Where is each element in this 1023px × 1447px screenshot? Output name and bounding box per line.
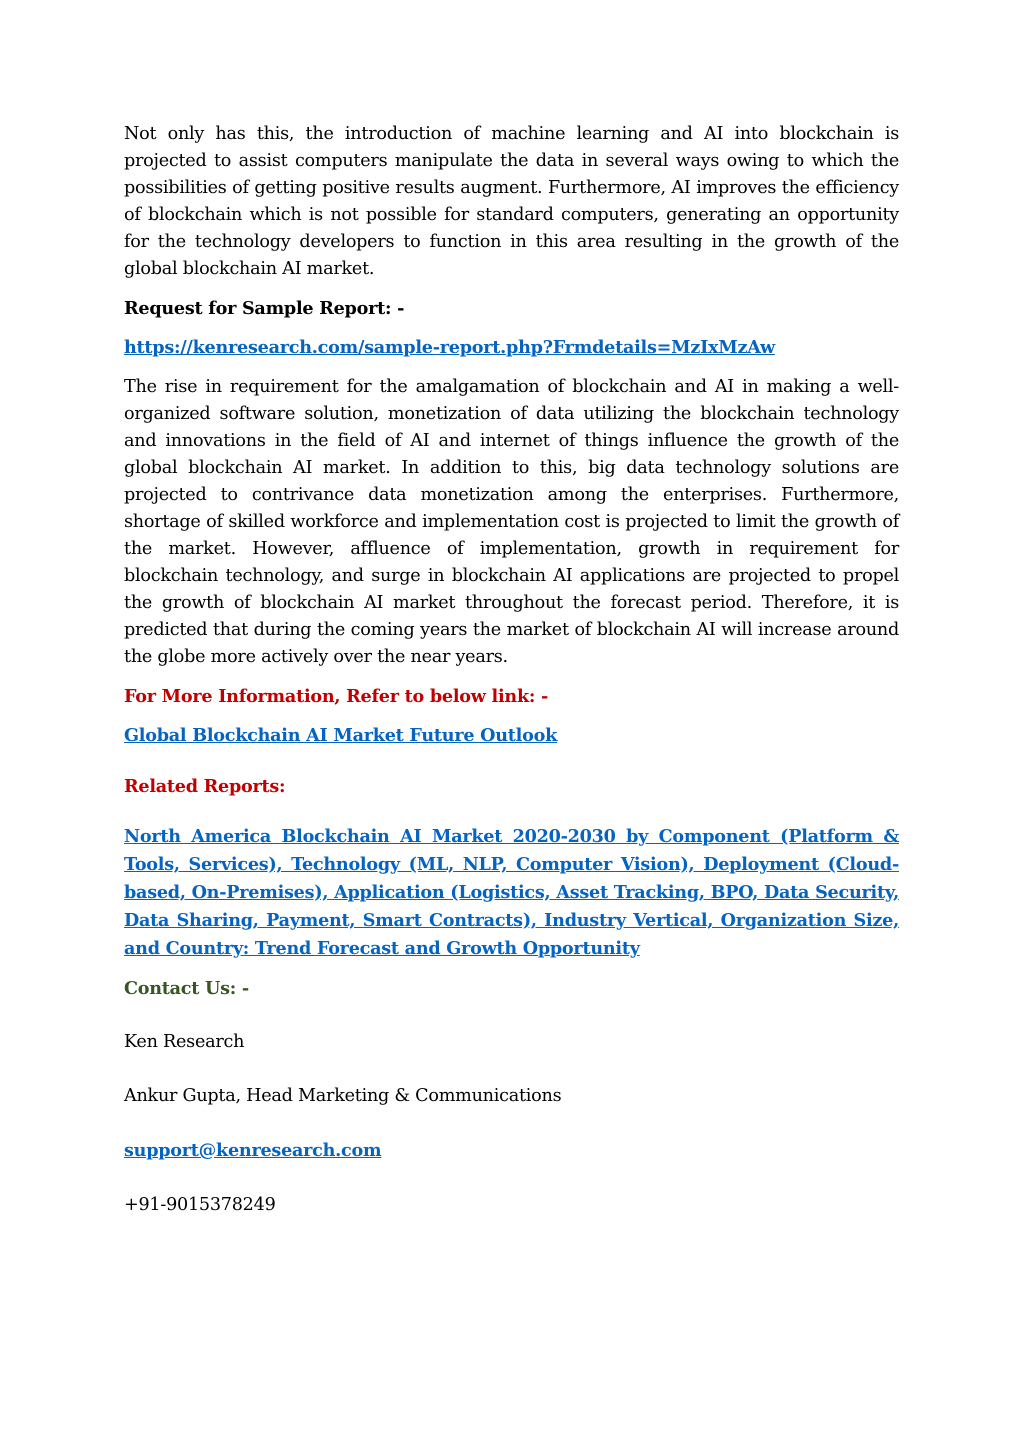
- more-info-label: For More Information, Refer to below link: -: [124, 686, 549, 707]
- outlook-link-container: [124, 722, 899, 750]
- market-outlook-link[interactable]: Global Blockchain AI Market Future Outlook: [124, 725, 558, 746]
- document-page: [124, 121, 899, 1219]
- intro-paragraph: Not only has this, the introduction of machine learning and AI into blockchain is projected to assist computers manipulate the data in several ways owing to which the possibilities of getting positive results augment. Furthermore, AI improves the efficiency of blockchain which is not possible for standard computers, generating an opportunity for the technology developers to function in this area resulting in the growth of the global blockchain AI market.: [124, 124, 899, 279]
- contact-us-label: Contact Us: -: [124, 978, 249, 999]
- related-report-link-container: [124, 823, 899, 963]
- contact-person: Ankur Gupta, Head Marketing & Communications: [124, 1086, 562, 1106]
- sample-report-label: Request for Sample Report: -: [124, 298, 405, 319]
- email-link[interactable]: support@kenresearch.com: [124, 1140, 382, 1161]
- related-report-link[interactable]: North America Blockchain AI Market 2020-2030 by Component (Platform & Tools, Services), Technology (ML, NLP, Computer Vision), Deployment (Cloud-based, On-Premises), Application (Logistics, Asset Tracking, BPO, Data Security, Data Sharing, Payment, Smart Contracts), Industry Vertical, Organization Size, and Country: Trend Forecast and Growth Opportunity: [124, 826, 899, 959]
- related-reports-label: Related Reports:: [124, 776, 286, 797]
- company-name: Ken Research: [124, 1032, 245, 1052]
- sample-report-link-container: [124, 334, 899, 362]
- market-drivers-paragraph: The rise in requirement for the amalgamation of blockchain and AI in making a well-organized software solution, monetization of data utilizing the blockchain technology and innovations in the field of AI and internet of things influence the growth of the global blockchain AI market. In addition to this, big data technology solutions are projected to contrivance data monetization among the enterprises. Furthermore, shortage of skilled workforce and implementation cost is projected to limit the growth of the market. However, affluence of implementation, growth in requirement for blockchain technology, and surge in blockchain AI applications are projected to propel the growth of blockchain AI market throughout the forecast period. Therefore, it is predicted that during the coming years the market of blockchain AI will increase around the globe more actively over the near years.: [124, 377, 899, 667]
- sample-report-link[interactable]: https://kenresearch.com/sample-report.php?Frmdetails=MzIxMzAw: [124, 337, 775, 358]
- email-container: [124, 1137, 899, 1165]
- phone-number: +91-9015378249: [124, 1195, 276, 1215]
